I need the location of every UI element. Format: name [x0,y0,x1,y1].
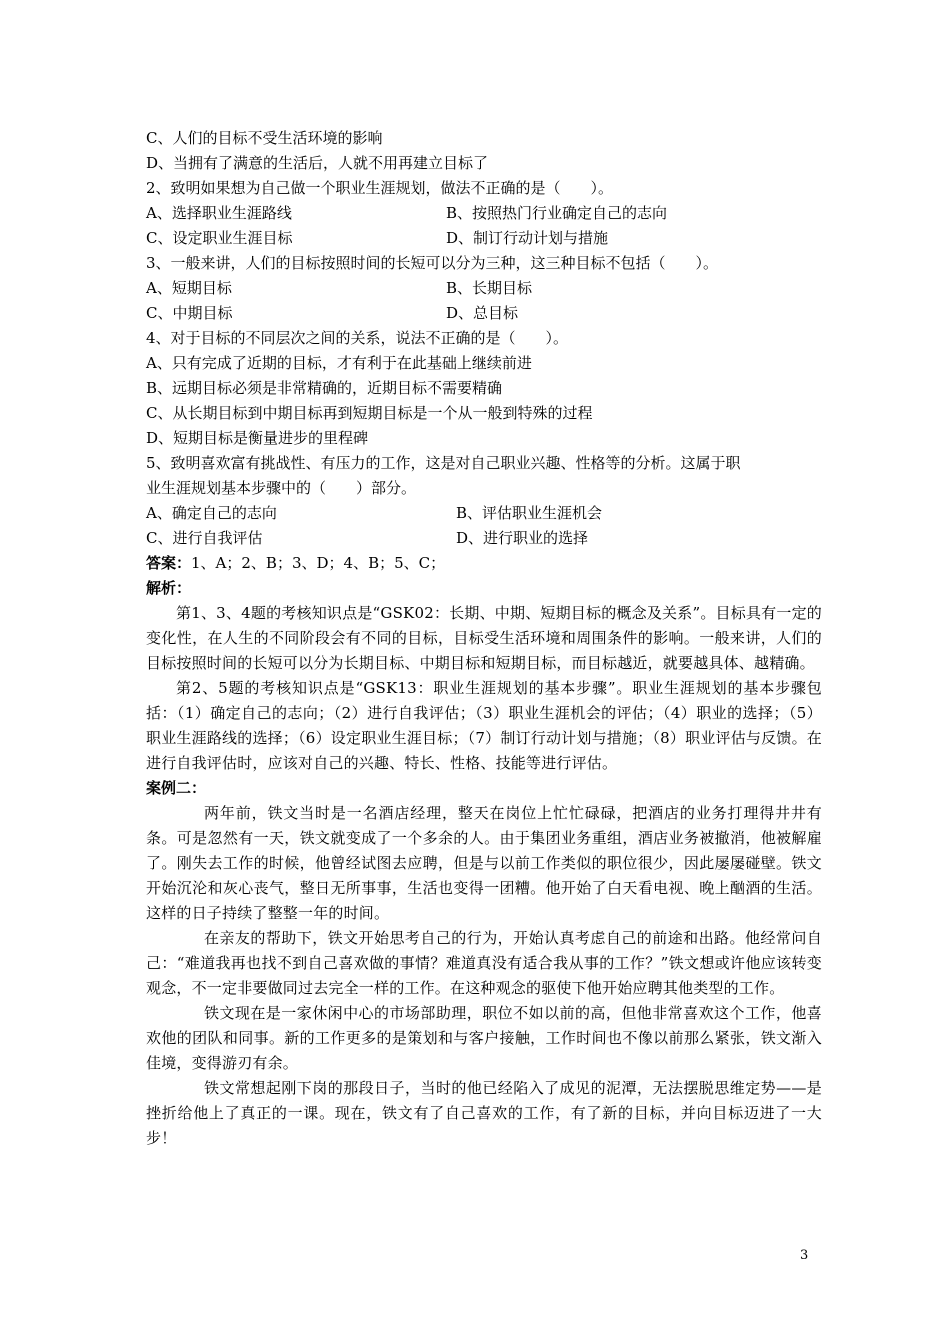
q4-option-a: A、只有完成了近期的目标，才有利于在此基础上继续前进 [146,354,532,372]
q3-options-row2 [146,301,822,326]
q1-option-d: D、当拥有了满意的生活后，人就不用再建立目标了 [146,154,489,172]
q5-option-b: B、评估职业生涯机会 [456,504,603,522]
q2-stem: 2、致明如果想为自己做一个职业生涯规划，做法不正确的是（ ）。 [146,179,614,197]
q2-option-a: A、选择职业生涯路线 [146,204,292,222]
analysis-label: 解析： [146,579,192,597]
q3-option-c: C、中期目标 [146,304,233,322]
case2-paragraph-3: 铁文现在是一家休闲中心的市场部助理，职位不如以前的高，但他非常喜欢这个工作，他喜欢他的团队和同事。新的工作更多的是策划和与客户接触，工作时间也不像以前那么紧张，铁文渐入佳境，变得游刃有余。 [146,1004,822,1072]
q3-options-row1 [146,276,822,301]
q4-option-b: B、远期目标必须是非常精确的，近期目标不需要精确 [146,379,503,397]
analysis-paragraph-2: 第2、5题的考核知识点是“GSK13：职业生涯规划的基本步骤”。职业生涯规划的基本步骤包括：（1）确定自己的志向；（2）进行自我评估；（3）职业生涯机会的评估；（4）职业的选择；（5）职业生涯路线的选择；（6）设定职业生涯目标；（7）制订行动计划与措施；（8）职业评估与反馈。在进行自我评估时，应该对自己的兴趣、特长、性格、技能等进行评估。 [146,679,822,772]
analysis-paragraph-1: 第1、3、4题的考核知识点是“GSK02：长期、中期、短期目标的概念及关系”。目标具有一定的变化性，在人生的不同阶段会有不同的目标，目标受生活环境和周围条件的影响。一般来讲，人们的目标按照时间的长短可以分为长期目标、中期目标和短期目标，而目标越近，就要越具体、越精确。 [146,604,822,672]
q5-stem-line1: 5、致明喜欢富有挑战性、有压力的工作，这是对自己职业兴趣、性格等的分析。这属于职 [146,454,741,472]
q2-options-row2 [146,226,822,251]
case2-title: 案例二： [146,779,207,797]
case2-paragraph-1: 两年前，铁文当时是一名酒店经理，整天在岗位上忙忙碌碌，把酒店的业务打理得井井有条。可是忽然有一天，铁文就变成了一个多余的人。由于集团业务重组，酒店业务被撤消，他被解雇了。刚失去工作的时候，他曾经试图去应聘，但是与以前工作类似的职位很少，因此屡屡碰壁。铁文开始沉沦和灰心丧气，整日无所事事，生活也变得一团糟。他开始了白天看电视、晚上酗酒的生活。这样的日子持续了整整一年的时间。 [146,804,822,922]
page-content [146,126,822,1151]
q2-options-row1 [146,201,822,226]
answer-line [146,551,822,576]
answer-text: 1、A；2、B；3、D；4、B；5、C； [191,554,446,572]
case2-paragraph-4: 铁文常想起刚下岗的那段日子，当时的他已经陷入了成见的泥潭，无法摆脱思维定势——是挫折给他上了真正的一课。现在，铁文有了自己喜欢的工作，有了新的目标，并向目标迈进了一大步！ [146,1079,822,1147]
q5-option-d: D、进行职业的选择 [456,529,589,547]
q4-option-d: D、短期目标是衡量进步的里程碑 [146,429,369,447]
q5-option-a: A、确定自己的志向 [146,504,277,522]
q5-stem-line2: 业生涯规划基本步骤中的（ ）部分。 [146,479,417,497]
q4-option-c: C、从长期目标到中期目标再到短期目标是一个从一般到特殊的过程 [146,404,593,422]
answer-label: 答案： [146,554,192,572]
q5-options-row2 [146,526,822,551]
q2-option-c: C、设定职业生涯目标 [146,229,293,247]
q5-options-row1 [146,501,822,526]
q1-option-c: C、人们的目标不受生活环境的影响 [146,129,383,147]
q2-option-b: B、按照热门行业确定自己的志向 [446,204,668,222]
q3-option-a: A、短期目标 [146,279,232,297]
case2-paragraph-2: 在亲友的帮助下，铁文开始思考自己的行为，开始认真考虑自己的前途和出路。他经常问自己：“难道我再也找不到自己喜欢做的事情？难道真没有适合我从事的工作？”铁文想或许他应该转变观念，不一定非要做同过去完全一样的工作。在这种观念的驱使下他开始应聘其他类型的工作。 [146,929,822,997]
q3-stem: 3、一般来讲，人们的目标按照时间的长短可以分为三种，这三种目标不包括（ ）。 [146,254,719,272]
q5-option-c: C、进行自我评估 [146,529,263,547]
q3-option-d: D、总目标 [446,304,519,322]
q3-option-b: B、长期目标 [446,279,533,297]
q4-stem: 4、对于目标的不同层次之间的关系，说法不正确的是（ ）。 [146,329,569,347]
q2-option-d: D、制订行动计划与措施 [446,229,609,247]
page-number: 3 [800,1248,809,1263]
